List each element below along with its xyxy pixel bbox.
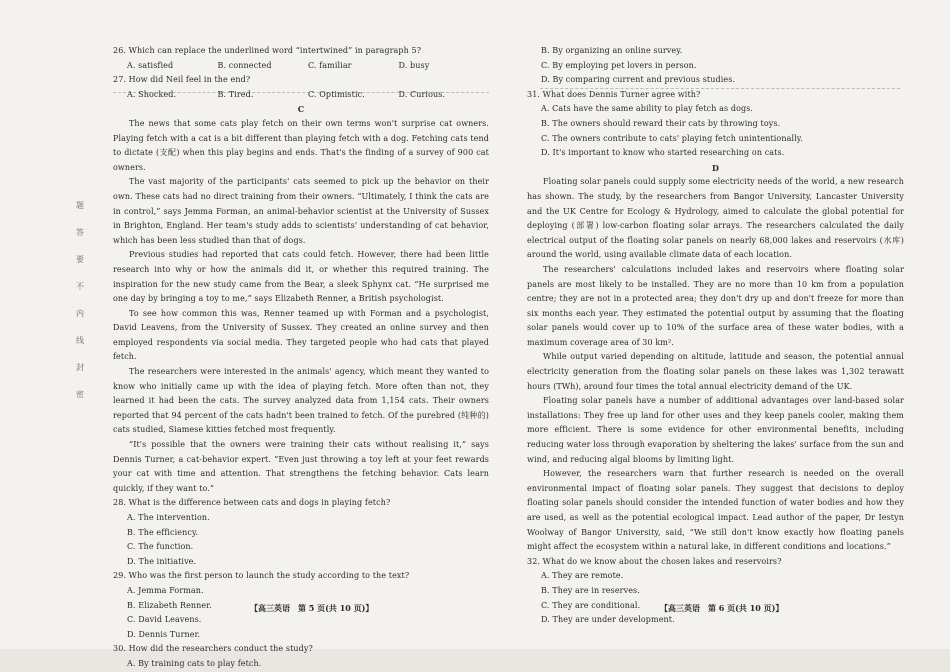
right-column bbox=[527, 44, 904, 628]
passage-paragraph: The vast majority of the participants' cats seemed to pick up the behavior on their own. These cats had no direct training from their owners. “Ultimately, I think the cats are in control,” says Jemma Forman, an animal-behavior scientist at the University of Sussex in Brighton, England. Her team's study adds to scientists' understanding of cat behavior, which has been less studied than that of dogs. bbox=[113, 177, 489, 245]
option: A. By training cats to play fetch. bbox=[127, 658, 262, 668]
option: B. Tired. bbox=[217, 89, 254, 99]
question-26-options bbox=[127, 59, 489, 74]
option: C. familiar bbox=[308, 60, 352, 70]
option: A. They are remote. bbox=[541, 571, 624, 581]
question-26: 26. Which can replace the underlined word “intertwined” in paragraph 5? bbox=[113, 46, 422, 55]
left-column bbox=[113, 44, 489, 672]
option: C. The function. bbox=[127, 542, 194, 552]
binding-char: 封 bbox=[76, 363, 84, 372]
passage-paragraph: The researchers' calculations included lakes and reservoirs where floating solar panels are most likely to be installed. They are no more than 10 km from a population centre; they are not in a protected area; they don't dry up and don't freeze for more than six months each year. They estimated the potential output by assuming that the floating solar panels would cover up to 10% of the surface area of these water bodies, with a maximum coverage area of 30 km². bbox=[527, 264, 904, 347]
option: A. Cats have the same ability to play fetch as dogs. bbox=[541, 104, 754, 114]
option: C. Optimistic. bbox=[308, 89, 365, 99]
question-27: 27. How did Neil feel in the end? bbox=[113, 75, 251, 85]
option: C. They are conditional. bbox=[541, 600, 641, 610]
option: B. connected bbox=[217, 60, 272, 70]
binding-char: 答 bbox=[76, 228, 84, 237]
passage-paragraph: The researchers were interested in the animals' agency, which meant they wanted to know who initially came up with the idea of playing fetch. More often than not, they learned it had been the cats. The survey analyzed data from 1,154 cats. Their owners reported that 94 percent of the cats hadn't been trained to fetch. Of the purebred (纯种的) cats studied, Siamese kitties fetched most frequently. bbox=[113, 367, 489, 435]
option: C. The owners contribute to cats' playing fetch unintentionally. bbox=[541, 133, 803, 143]
binding-margin bbox=[70, 200, 90, 400]
binding-char: 内 bbox=[76, 309, 84, 318]
option: D. It's important to know who started researching on cats. bbox=[541, 148, 785, 158]
option: D. Dennis Turner. bbox=[127, 629, 201, 639]
passage-paragraph: The news that some cats play fetch on their own terms won't surprise cat owners. Playing fetch with a cat is a bit different than playing fetch with a dog. Fetching cats tend to dictate (支配) when this play begins and ends. That's the finding of a survey of 900 cat owners. bbox=[113, 118, 489, 172]
option: A. Jemma Forman. bbox=[127, 585, 204, 595]
question-28-options bbox=[127, 511, 489, 569]
option: A. Shocked. bbox=[127, 89, 177, 99]
page-footer-right: 【高三英语 第 6 页(共 10 页)】 bbox=[660, 603, 784, 613]
question-27-options bbox=[127, 88, 489, 103]
passage-paragraph: Floating solar panels have a number of additional advantages over land-based solar installations: They free up land for other uses and they keep panels cooler, making them more efficient. There is some evidence for other environmental benefits, including reducing water loss through evaporation by sheltering the lakes' surface from the sun and wind, and reducing algal blooms by limiting light. bbox=[527, 396, 904, 464]
option: D. Curious. bbox=[398, 89, 446, 99]
option: C. By employing pet lovers in person. bbox=[541, 60, 697, 70]
option: C. David Leavens. bbox=[127, 615, 202, 625]
option: D. They are under development. bbox=[541, 615, 675, 625]
question-29: 29. Who was the first person to launch the study according to the text? bbox=[113, 571, 410, 581]
passage-paragraph: Previous studies had reported that cats could fetch. However, there had been little research into why or how the animals did it, or whether this required training. The inspiration for the new study came from the Bear, a sleek Sphynx cat. “He surprised me one day by bringing a toy to me,” says Elizabeth Renner, a British psychologist. bbox=[113, 250, 489, 304]
section-heading-d: D bbox=[711, 162, 720, 173]
question-32: 32. What do we know about the chosen lakes and reservoirs? bbox=[527, 556, 782, 566]
passage-paragraph: To see how common this was, Renner teamed up with Forman and a psychologist, David Leavens, from the University of Sussex. They created an online survey and then employed respondents via social media. They targeted people who had cats that played fetch. bbox=[113, 308, 489, 362]
question-31: 31. What does Dennis Turner agree with? bbox=[527, 89, 701, 99]
binding-char: 题 bbox=[76, 201, 84, 210]
binding-char: 不 bbox=[76, 282, 84, 291]
option: A. satisfied bbox=[127, 60, 174, 70]
option: B. They are in reserves. bbox=[541, 585, 640, 595]
option: B. The owners should reward their cats by throwing toys. bbox=[541, 118, 781, 128]
binding-char: 线 bbox=[76, 336, 84, 345]
option: D. By comparing current and previous studies. bbox=[541, 75, 736, 85]
option: A. The intervention. bbox=[127, 513, 210, 522]
option: D. The initiative. bbox=[127, 556, 197, 566]
option: B. Elizabeth Renner. bbox=[127, 600, 212, 610]
passage-paragraph: “It's possible that the owners were training their cats without realising it,” says Dennis Turner, a cat-behavior expert. “Even just throwing a toy left at your feet rewards your cat with time and attention. That strengthens the fetching behavior. Cats learn quickly, if they want to.” bbox=[113, 440, 489, 493]
option: B. The efficiency. bbox=[127, 527, 199, 537]
section-heading-c: C bbox=[297, 104, 305, 115]
page-footer-left: 【高三英语 第 5 页(共 10 页)】 bbox=[250, 603, 374, 613]
binding-char: 要 bbox=[76, 255, 84, 264]
passage-paragraph: However, the researchers warn that further research is needed on the overall environmental impact of floating solar panels. They suggest that decisions to deploy floating solar panels should consider the intended function of water bodies and how they are used, as well as the potential ecological impact. Lead author of the paper, Dr Iestyn Woolway of Bangor University, said, “We still don't know exactly how floating panels might affect the ecosystem within a natural lake, in different conditions and locations.” bbox=[527, 469, 904, 552]
question-32-options bbox=[541, 569, 904, 627]
passage-paragraph: Floating solar panels could supply some electricity needs of the world, a new research has shown. The study, by the researchers from Bangor University, Lancaster University and the UK Centre for Ecology & Hydrology, aimed to calculate the global potential for deploying (部署) low-carbon floating solar arrays. The researchers calculated the daily electrical output of the floating solar panels on nearly 68,000 lakes and reservoirs (水库) around the world, using available climate data of each location. bbox=[527, 177, 904, 260]
question-30: 30. How did the researchers conduct the study? bbox=[113, 644, 313, 654]
question-28: 28. What is the difference between cats and dogs in playing fetch? bbox=[113, 498, 391, 508]
passage-paragraph: While output varied depending on altitude, latitude and season, the potential annual electricity generation from the floating solar panels on these lakes was 1,302 terawatt hours (TWh), around four times the total annual electricity demand of the UK. bbox=[527, 352, 904, 391]
option: B. By organizing an online survey. bbox=[541, 46, 683, 55]
option: D. busy bbox=[398, 60, 430, 70]
binding-char: 密 bbox=[76, 390, 84, 399]
